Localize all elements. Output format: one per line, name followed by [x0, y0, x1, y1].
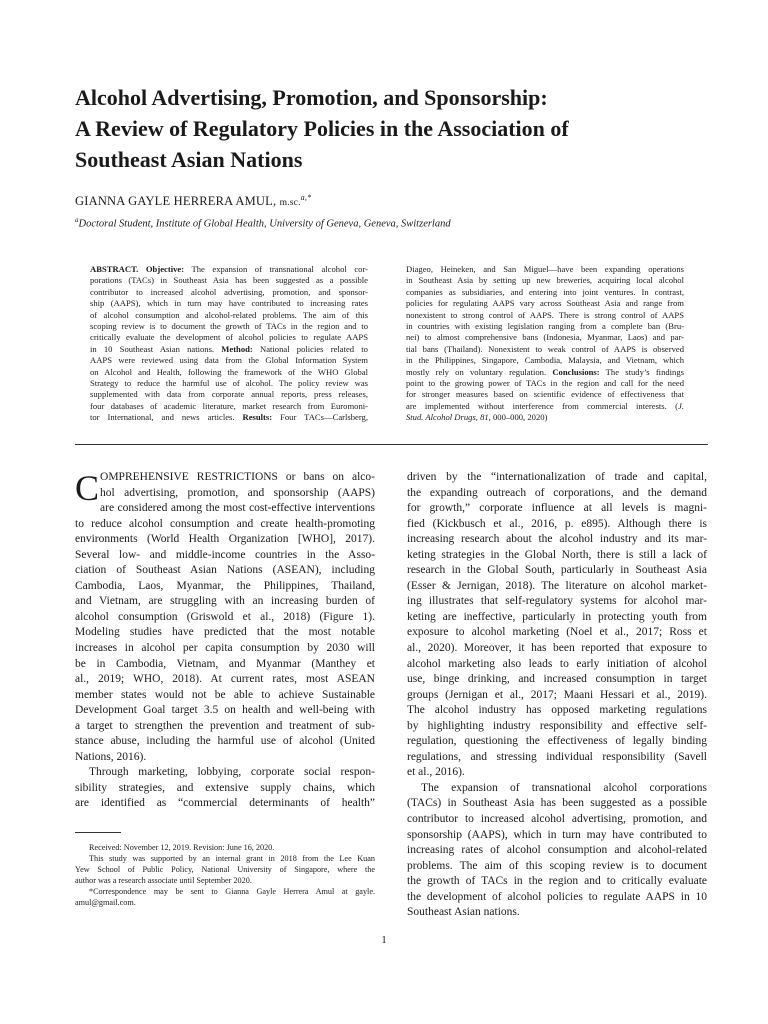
body-line: be in Cambodia, Vietnam, and Myanmar (Manthey et	[75, 657, 375, 670]
abstract-line: nei) to almost comprehensive bans (Indonesia, Myanmar, Laos) and par-	[406, 332, 684, 343]
body-line: (Esser & Jernigan, 2018). The literature on alcohol market-	[407, 579, 707, 592]
article-title	[75, 82, 695, 175]
body-line: keting strategies in the Global North, there is still a lack of	[407, 548, 707, 561]
body-line: Through marketing, lobbying, corporate social respon-	[89, 766, 375, 779]
body-line: research in the Global South, particularly in Southeast Asia	[407, 564, 707, 577]
body-line: the development of alcohol policies to regulate AAPS in 10	[407, 890, 707, 903]
body-line: to reduce alcohol consumption and create health-promoting	[75, 517, 375, 530]
abstract-line: in the Philippines, Singapore, Cambodia, Malaysia, and Vietnam, which	[406, 355, 684, 366]
body-line: use, binge drinking, and increased consumption in target	[407, 673, 707, 686]
abstract-line: policies for regulating AAPS vary across Southeast Asia and range from	[406, 298, 684, 309]
body-line: ciation of Southeast Asian Nations (ASEAN), including	[75, 564, 375, 577]
abstract-line: ship (AAPS), which in turn may have contributed to increasing rates	[90, 298, 368, 309]
page-number: 1	[381, 934, 387, 946]
author-affiliation	[75, 216, 451, 230]
footnotes	[75, 842, 375, 908]
abstract-line: tor International, and news articles. Results: Four TACs—Carlsberg,	[90, 412, 368, 423]
abstract-line: Strategy to reduce the harmful use of alcohol. The policy review was	[90, 378, 368, 389]
body-line: Several low- and middle-income countries in the Asso-	[75, 548, 375, 561]
abstract-line: ABSTRACT. Objective: The expansion of transnational alcohol cor-	[90, 264, 368, 274]
abstract-line: Diageo, Heineken, and San Miguel—have been expanding operations	[406, 264, 684, 274]
body-line: sponsorship (AAPS), which in turn may have contributed to	[407, 828, 707, 841]
body-line: al., 2019; WHO, 2018). At current rates, most ASEAN	[75, 673, 375, 686]
footnote-support: Yew School of Public Policy, National University of Singapore, where the	[75, 865, 375, 874]
body-line: regulation, questioning the effectiveness of legally binding	[407, 735, 707, 748]
abstract-line: point to the growing power of TACs in the region and call for the need	[406, 378, 684, 389]
abstract-divider	[75, 444, 708, 445]
author-name: GIANNA GAYLE HERRERA AMUL,	[75, 194, 277, 209]
abstract-line: in Southeast Asia by setting up new breweries, acquiring local alcohol	[406, 275, 684, 286]
body-line: Cambodia, Laos, Myanmar, the Philippines, Thailand,	[75, 579, 375, 592]
body-line: and Vietnam, are struggling with an increasing burden of	[75, 595, 375, 608]
title-line: Southeast Asian Nations	[75, 147, 303, 172]
abstract-line: are implemented without interference from commercial interests. (J.	[406, 400, 684, 411]
body-line: for growth,” corporate influence at all levels is magni-	[407, 502, 707, 515]
body-line: member states would not be able to achieve Sustainable	[75, 688, 375, 701]
author-affiliation-marks: a,*	[300, 193, 312, 202]
footnote-received: Received: November 12, 2019. Revision: June 16, 2020.	[89, 843, 275, 852]
body-line: The alcohol industry has opposed marketing regulations	[407, 704, 707, 717]
body-line: the growth of TACs in the region and to critically evaluate	[407, 875, 707, 888]
body-line: the expanding outreach of corporations, and the demand	[407, 486, 707, 499]
body-line: alcohol marketing also leads to early initiation of alcohol	[407, 657, 707, 670]
drop-cap: C	[75, 468, 100, 508]
body-left-column	[75, 470, 375, 812]
abstract-left-column	[90, 264, 368, 424]
body-line: sibility strategies, and extensive supply chains, which	[75, 781, 375, 794]
abstract-line: scoping review is to document the growth of TACs in the region and to	[90, 321, 368, 332]
body-line: hol advertising, promotion, and sponsorship (AAPS)	[100, 486, 375, 499]
abstract-line: for stronger measures based on scientific evidence of effectiveness that	[406, 389, 684, 400]
abstract-line: companies as subsidiaries, and entering into joint ventures. In contrast,	[406, 286, 684, 297]
abstract-line: in countries with existing legislation ranging from a complete ban (Bru-	[406, 321, 684, 332]
title-line: Alcohol Advertising, Promotion, and Sponsorship:	[75, 85, 548, 110]
body-line: contributor to increased alcohol advertising, promotion, and	[407, 813, 707, 826]
body-line: regulations, and stressing individual responsibility (Savell	[407, 750, 707, 763]
body-line: Modeling studies have predicted that the most notable	[75, 626, 375, 639]
body-line: The expansion of transnational alcohol corporations	[421, 781, 707, 794]
abstract-line: contributor to increased alcohol advertising, promotion, and sponsor-	[90, 286, 368, 297]
body-line: by highlighting industry responsibility and effective self-	[407, 719, 707, 732]
author-credentials: m.sc.	[279, 198, 301, 209]
body-line: increasing research about the alcohol industry and its mar-	[407, 533, 707, 546]
body-line: environments (World Health Organization [WHO], 2017).	[75, 533, 375, 546]
body-line: Southeast Asian nations.	[407, 906, 520, 919]
body-line: Development Goal target 3.5 on health and well-being with	[75, 704, 375, 717]
body-line: stance abuse, including the harmful use of alcohol (United	[75, 735, 375, 748]
body-line: fied (Kickbusch et al., 2016, p. e895). Although there is	[407, 517, 707, 530]
body-line: increasing rates of alcohol consumption and alcohol-related	[407, 844, 707, 857]
body-line: OMPREHENSIVE RESTRICTIONS or bans on alco-	[100, 471, 375, 483]
abstract-line: critically evaluate the development of alcohol policies to regulate AAPS	[90, 332, 368, 343]
body-line: groups (Jernigan et al., 2017; Maani Hessari et al., 2019).	[407, 688, 707, 701]
abstract-line: mostly rely on voluntary regulation. Conclusions: The study’s findings	[406, 366, 684, 377]
body-line: exposure to alcohol marketing (Noel et al., 2017; Ross et	[407, 626, 707, 639]
abstract-right-column	[406, 264, 684, 424]
body-line: increases in alcohol per capita consumption by 2030 will	[75, 642, 375, 655]
body-line: al., 2020). Moreover, it has been reported that exposure to	[407, 642, 707, 655]
abstract-line: of alcohol consumption and alcohol-related problems. The aim of this	[90, 309, 368, 320]
abstract-line: in 10 Southeast Asian nations. Method: National policies related to	[90, 343, 368, 354]
abstract-line: supplemented with data from corporate annual reports, press releases,	[90, 389, 368, 400]
abstract-line: porations (TACs) in Southeast Asia has been suggested as a possible	[90, 275, 368, 286]
footnote-support: This study was supported by an internal grant in 2018 from the Lee Kuan	[89, 854, 375, 863]
affiliation-text: Doctoral Student, Institute of Global Health, University of Geneva, Geneva, Switzerland	[78, 218, 451, 230]
title-line: A Review of Regulatory Policies in the Association of	[75, 116, 569, 141]
footnote-correspondence: *Correspondence may be sent to Gianna Gayle Herrera Amul at gayle.	[89, 887, 375, 896]
body-line: et al., 2016).	[407, 766, 465, 779]
body-line: Nations, 2016).	[75, 750, 147, 763]
affiliation-mark: a	[75, 216, 79, 224]
body-line: (TACs) in Southeast Asia has been suggested as a possible	[407, 797, 707, 810]
abstract-line: four databases of academic literature, market research from Euromoni-	[90, 400, 368, 411]
body-line: keting are ineffective, particularly in protecting youth from	[407, 610, 707, 623]
body-line: alcohol consumption (Griswold et al., 2018) (Figure 1).	[75, 610, 375, 623]
body-line: problems. The aim of this scoping review is to document	[407, 859, 707, 872]
author-line	[75, 193, 311, 209]
body-line: are considered among the most cost-effective interventions	[100, 502, 375, 515]
footnote-correspondence: amul@gmail.com.	[75, 898, 136, 907]
abstract-line: on Alcohol and Health, following the framework of the WHO Global	[90, 366, 368, 377]
abstract-line: tial bans (Thailand). Nonexistent to weak control of AAPS is observed	[406, 343, 684, 354]
abstract-line: AAPS were reviewed using data from the Global Information System	[90, 355, 368, 366]
body-line: ing illustrates that self-regulatory systems for alcohol mar-	[407, 595, 707, 608]
abstract-line: Stud. Alcohol Drugs, 81, 000–000, 2020)	[406, 412, 548, 423]
body-line: a target to strengthen the prevention and treatment of sub-	[75, 719, 375, 732]
body-line: driven by the “internationalization of trade and capital,	[407, 471, 707, 483]
body-right-column	[407, 470, 707, 921]
abstract-line: nonexistent to strong control of AAPS. There is strong control of AAPS	[406, 309, 684, 320]
body-line: are identified as “commercial determinants of health”	[75, 797, 375, 810]
footnote-support: author was a research associate until September 2020.	[75, 876, 252, 885]
footnote-divider	[75, 832, 121, 833]
